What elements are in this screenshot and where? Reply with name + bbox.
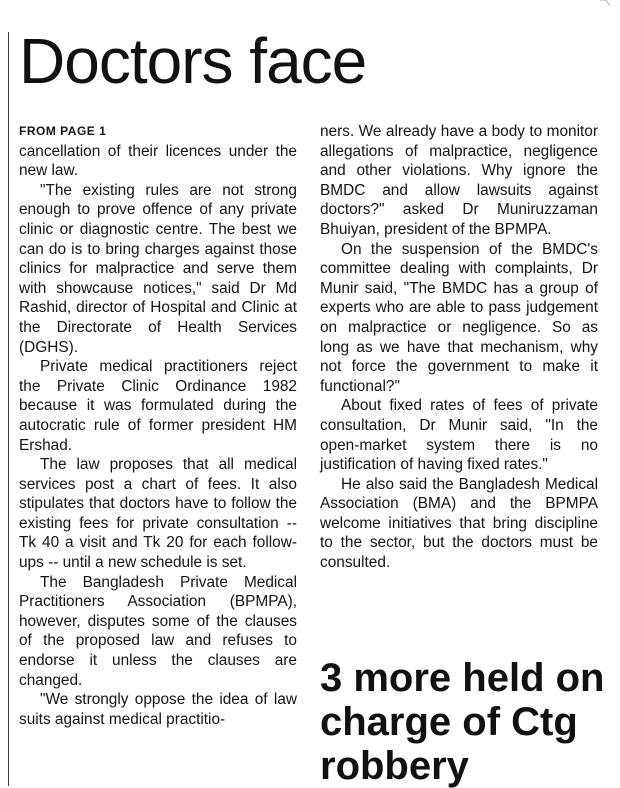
paragraph: ners. We already have a body to monitor allegations of malpractice, negligence and other violations. Why ignore the BMDC and allow lawsuits against doctors?" asked Dr Muniruzzaman Bhuiyan, president of the BPMPA. [320,123,598,238]
article-headline: Doctors face [19,25,367,97]
paragraph: "We strongly oppose the idea of law suits against medical practitio- [19,691,297,728]
page-corner-mark [598,0,612,10]
paragraph: Private medical practitioners reject the Private Clinic Ordinance 1982 because it was formulated during the autocratic rule of former president HM Ershad. [19,358,297,454]
paragraph: The law proposes that all medical services post a chart of fees. It also stipulates that doctors have to follow the existing fees for private consultation -- Tk 40 a visit and Tk 20 for each follow-ups -- until a new schedule is set. [19,456,297,572]
paragraph: He also said the Bangladesh Medical Association (BMA) and the BPMPA welcome initiatives that bring discipline to the sector, but the doctors must be consulted. [320,475,598,572]
paragraph: About fixed rates of fees of private consultation, Dr Munir said, "In the open-market system there is no justification of having fixed rates." [320,397,598,474]
left-column-rule [8,32,9,786]
article-column-right [320,122,598,573]
continuation-kicker: FROM PAGE 1 [19,124,107,138]
article-column-left [19,122,297,729]
next-article-headline: 3 more held on charge of Ctg robbery [320,656,605,788]
paragraph: cancellation of their licences under the new law. [19,142,297,180]
paragraph: On the suspension of the BMDC's committee dealing with complaints, Dr Munir said, "The BMDC has a group of experts who are able to pass judgement on malpractice or negligence. So as long as we have that mechanism, why not force the government to make it functional?" [320,240,598,395]
paragraph: "The existing rules are not strong enough to prove offence of any private clinic or diagnostic centre. The best we can do is to bring charges against those clinics for malpractice and serve them with showcause notices," said Dr Md Rashid, director of Hospital and Clinic at the Directorate of Health Services (DGHS). [19,181,297,356]
paragraph: The Bangladesh Private Medical Practitioners Association (BPMPA), however, disputes some of the clauses of the proposed law and refuses to endorse it unless the clauses are changed. [19,573,297,689]
